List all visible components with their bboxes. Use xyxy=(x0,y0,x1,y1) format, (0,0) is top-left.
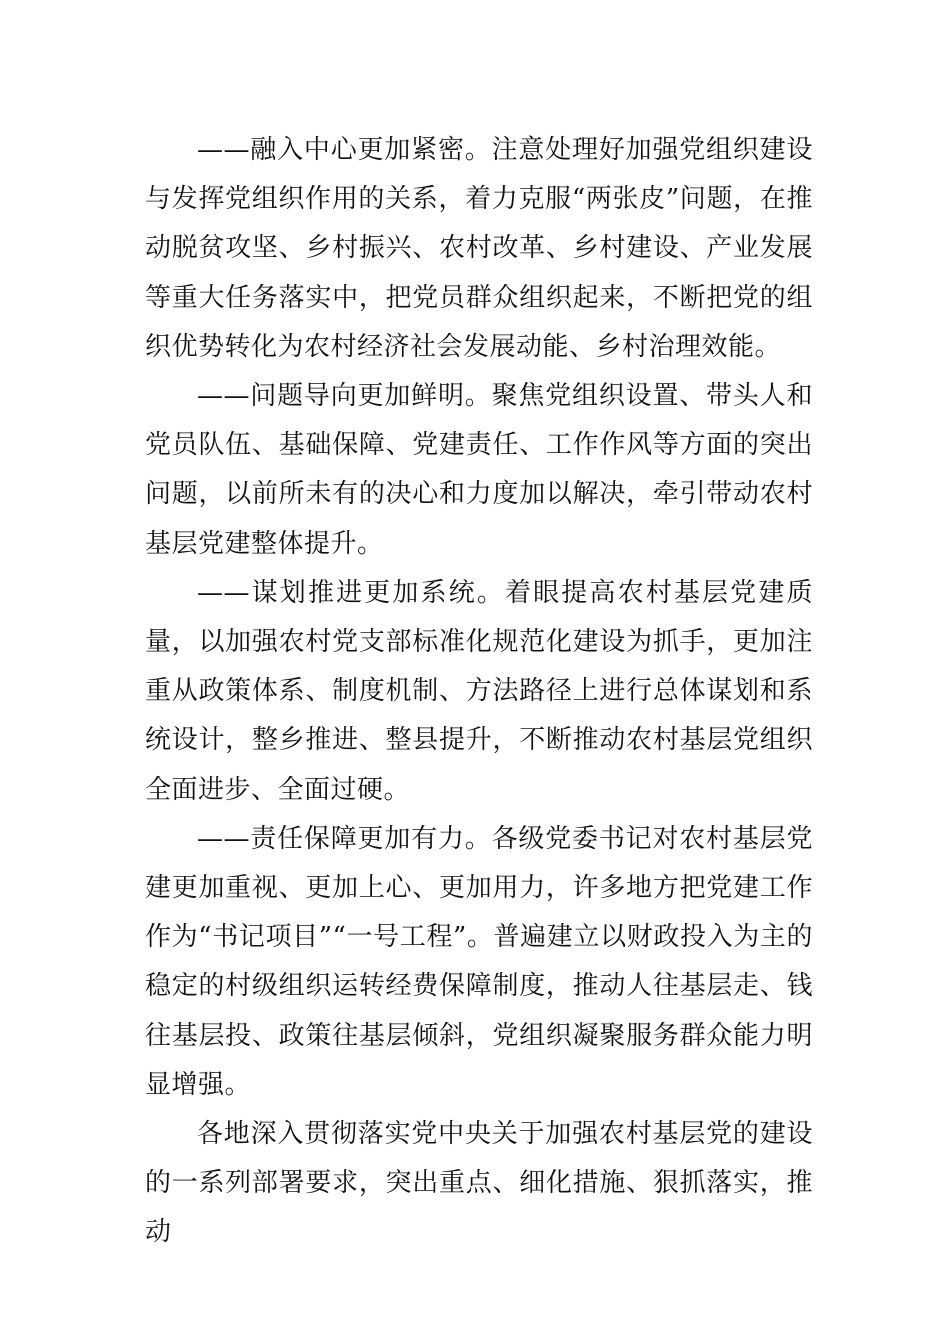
paragraph-problem-orientation: ——问题导向更加鲜明。聚焦党组织设置、带头人和党员队伍、基础保障、党建责任、工作作风等方面的突出问题，以前所未有的决心和力度加以解决，牵引带动农村基层党建整体提升。 xyxy=(145,381,813,559)
document-body xyxy=(145,126,813,1258)
paragraph-integration: ——融入中心更加紧密。注意处理好加强党组织建设与发挥党组织作用的关系，着力克服“两张皮”问题，在推动脱贫攻坚、乡村振兴、农村改革、乡村建设、产业发展等重大任务落实中，把党员群众组织起来，不断把党的组织优势转化为农村经济社会发展动能、乡村治理效能。 xyxy=(145,135,813,362)
paragraph-systematic-planning: ——谋划推进更加系统。着眼提高农村基层党建质量，以加强农村党支部标准化规范化建设为抓手，更加注重从政策体系、制度机制、方法路径上进行总体谋划和系统设计，整乡推进、整县提升，不断推动农村基层党组织全面进步、全面过硬。 xyxy=(145,577,813,805)
paragraph-responsibility: ——责任保障更加有力。各级党委书记对农村基层党建更加重视、更加上心、更加用力，许多地方把党建工作作为“书记项目”“一号工程”。普遍建立以财政投入为主的稳定的村级组织运转经费保障制度，推动人往基层走、钱往基层投、政策往基层倾斜，党组织凝聚服务群众能力明显增强。 xyxy=(145,823,813,1100)
paragraph-implementation: 各地深入贯彻落实党中央关于加强农村基层党的建设的一系列部署要求，突出重点、细化措施、狠抓落实，推动 xyxy=(145,1119,813,1248)
